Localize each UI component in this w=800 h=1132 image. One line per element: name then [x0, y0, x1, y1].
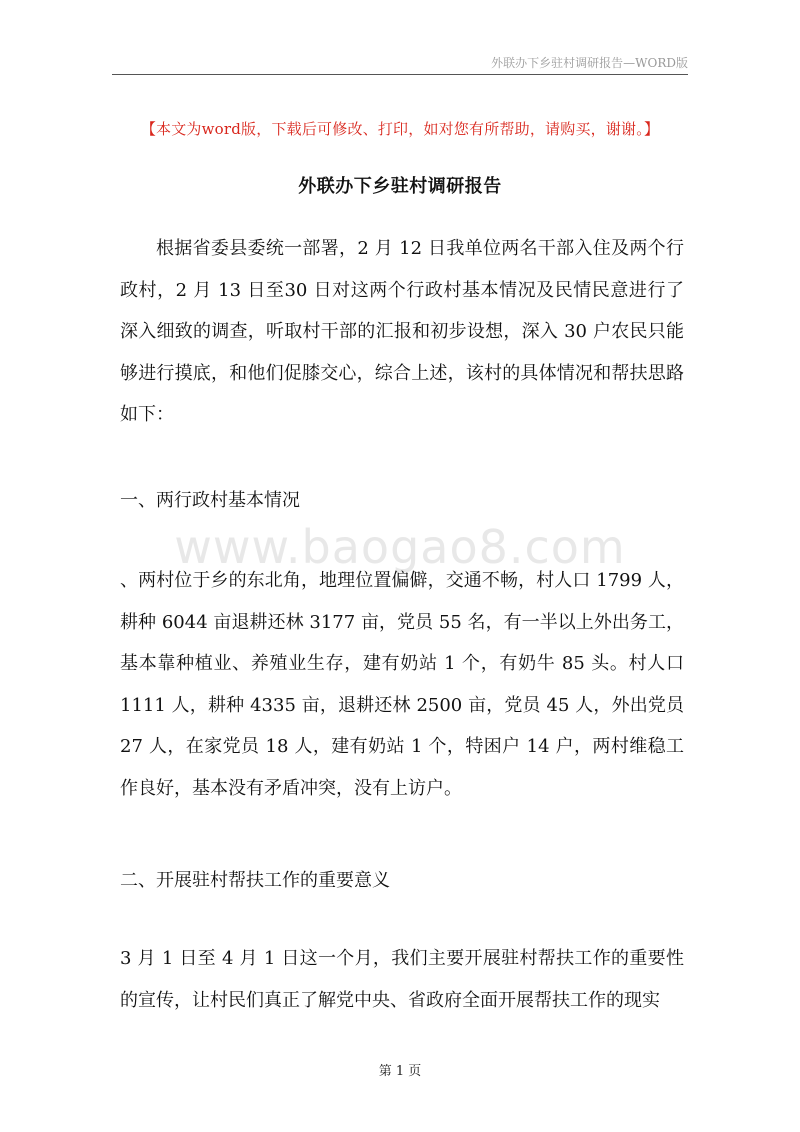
section-2-paragraph: 3 月 1 日至 4 月 1 日这一个月，我们主要开展驻村帮扶工作的重要性的宣传，让村民们真正了解党中央、省政府全面开展帮扶工作的现实 [120, 948, 684, 1011]
page-number: 第 1 页 [378, 1064, 422, 1079]
section-heading-2: 二、开展驻村帮扶工作的重要意义 [120, 870, 390, 891]
purchase-notice: 【本文为word版，下载后可修改、打印，如对您有所帮助，请购买，谢谢。】 [140, 120, 660, 138]
running-header [112, 52, 688, 75]
document-title: 外联办下乡驻村调研报告 [298, 176, 502, 197]
running-header-title: 外联办下乡驻村调研报告—WORD版 [491, 56, 688, 70]
watermark: www.baogao8.com [174, 520, 626, 574]
section-1-paragraph: 、两村位于乡的东北角，地理位置偏僻，交通不畅，村人口 1799 人，耕种 6044 亩退耕还林 3177 亩，党员 55 名，有一半以上外出务工，基本靠种植业、养殖业生存，建有奶站 1 个，有奶牛 85 头。村人口 1111 人，耕种 4335 亩，退耕还林 2500 亩，党员 45 人，外出党员 27 人，在家党员 18 人，建有奶站 1 个，特困户 14 户，两村维稳工作良好，基本没有矛盾冲突，没有上访户。 [120, 570, 684, 799]
intro-paragraph: 根据省委县委统一部署，2 月 12 日我单位两名干部入住及两个行政村，2 月 13 日至30 日对这两个行政村基本情况及民情民意进行了深入细致的调查，听取村干部的汇报和初步设想，深入 30 户农民只能够进行摸底，和他们促膝交心，综合上述，该村的具体情况和帮扶思路如下： [120, 238, 684, 425]
section-heading-1: 一、两行政村基本情况 [120, 490, 300, 511]
